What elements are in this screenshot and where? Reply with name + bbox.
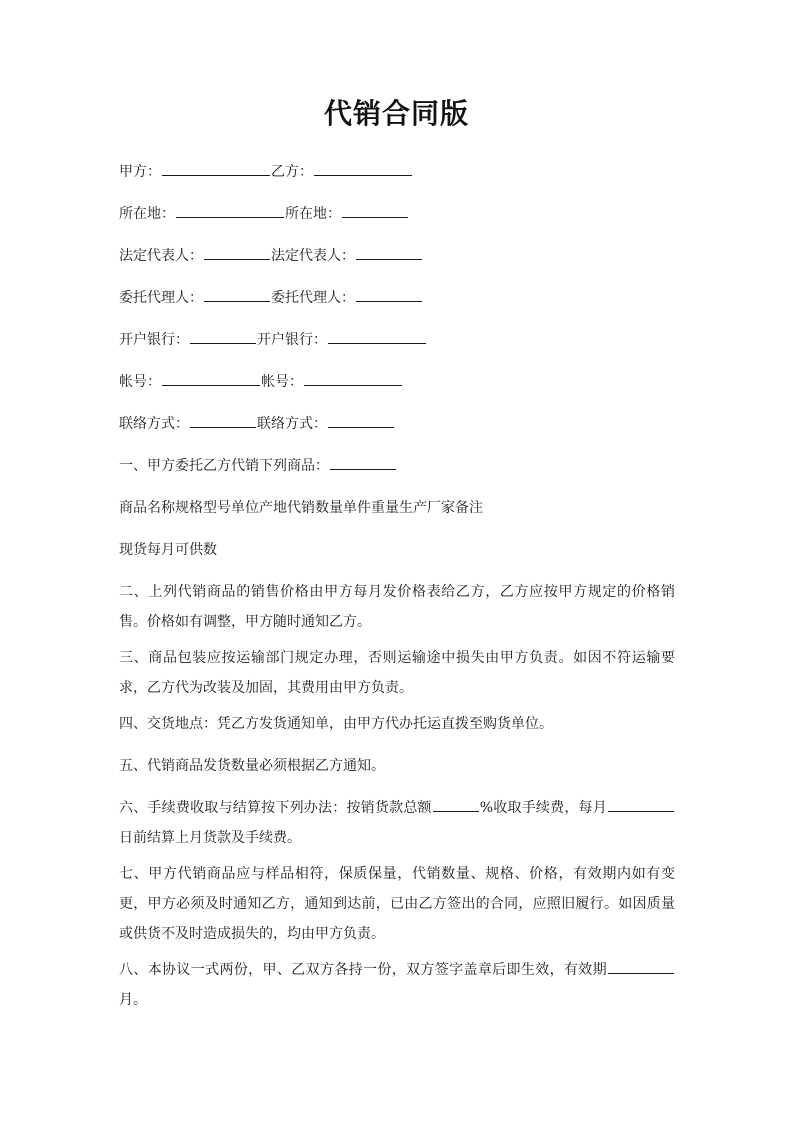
bank-a-label: 开户银行： <box>119 332 189 348</box>
clause-1-blank <box>330 456 396 470</box>
clause-1 <box>119 456 675 476</box>
clause-8 <box>119 955 675 1015</box>
clause-6 <box>119 793 675 853</box>
account-b-label: 帐号： <box>261 374 303 390</box>
party-b-label: 乙方： <box>271 164 313 180</box>
stock-line: 现货每月可供数 <box>119 542 217 558</box>
clause-4: 四、交货地点：凭乙方发货通知单，由甲方代办托运直拨至购货单位。 <box>119 716 553 732</box>
contact-b-blank <box>328 414 394 428</box>
clause-6-text-c: 日前结算上月货款及手续费。 <box>119 830 301 846</box>
address-a-label: 所在地： <box>119 206 175 222</box>
clause-3: 三、商品包装应按运输部门规定办理，否则运输途中损失由甲方负责。如因不符运输要求，乙方代为改装及加固，其费用由甲方负责。 <box>119 650 675 696</box>
legal-rep-b-label: 法定代表人： <box>271 248 355 264</box>
clause-5: 五、代销商品发货数量必须根据乙方通知。 <box>119 758 385 774</box>
clause-1-text: 一、甲方委托乙方代销下列商品： <box>119 458 329 474</box>
clause-6-text-a: 六、手续费收取与结算按下列办法：按销货款总额 <box>119 800 432 816</box>
clause-8-blank <box>608 960 674 974</box>
party-line <box>119 162 675 182</box>
clause-2: 二、上列代销商品的销售价格由甲方每月发价格表给乙方，乙方应按甲方规定的价格销售。价格如有调整，甲方随时通知乙方。 <box>119 584 675 630</box>
bank-b-blank <box>328 330 426 344</box>
address-b-label: 所在地： <box>285 206 341 222</box>
clause-7: 七、甲方代销商品应与样品相符，保质保量，代销数量、规格、价格，有效期内如有变更，甲方必须及时通知乙方，通知到达前，已由乙方签出的合同，应照旧履行。如因质量或供货不及时造成损失的，均由甲方负责。 <box>119 866 675 942</box>
legal-rep-a-label: 法定代表人： <box>119 248 203 264</box>
agent-b-label: 委托代理人： <box>271 290 355 306</box>
legal-rep-a-blank <box>204 246 270 260</box>
party-b-blank <box>314 162 412 176</box>
party-a-label: 甲方： <box>119 164 161 180</box>
agent-a-label: 委托代理人： <box>119 290 203 306</box>
agent-a-blank <box>204 288 270 302</box>
bank-a-blank <box>190 330 256 344</box>
clause-6-text-b: %收取手续费，每月 <box>479 800 607 816</box>
document-title: 代销合同版 <box>323 97 469 130</box>
account-a-label: 帐号： <box>119 374 161 390</box>
agent-b-blank <box>356 288 422 302</box>
account-b-blank <box>304 372 402 386</box>
agent-line <box>119 288 675 308</box>
address-a-blank <box>176 204 284 218</box>
legal-rep-line <box>119 246 675 266</box>
contact-a-label: 联络方式： <box>119 416 189 432</box>
account-line <box>119 372 675 392</box>
clause-8-text-b: 月。 <box>119 992 147 1008</box>
clause-6-day-blank <box>608 798 674 812</box>
contract-body <box>119 162 675 1026</box>
table-header-line: 商品名称规格型号单位产地代销数量单件重量生产厂家备注 <box>119 500 483 516</box>
clause-8-text-a: 八、本协议一式两份，甲、乙双方各持一份，双方签字盖章后即生效，有效期 <box>119 962 607 978</box>
contact-line <box>119 414 675 434</box>
contact-a-blank <box>190 414 256 428</box>
bank-line <box>119 330 675 350</box>
clause-6-rate-blank <box>433 798 479 812</box>
bank-b-label: 开户银行： <box>257 332 327 348</box>
address-b-blank <box>342 204 408 218</box>
account-a-blank <box>162 372 260 386</box>
address-line <box>119 204 675 224</box>
legal-rep-b-blank <box>356 246 422 260</box>
party-a-blank <box>162 162 270 176</box>
contact-b-label: 联络方式： <box>257 416 327 432</box>
